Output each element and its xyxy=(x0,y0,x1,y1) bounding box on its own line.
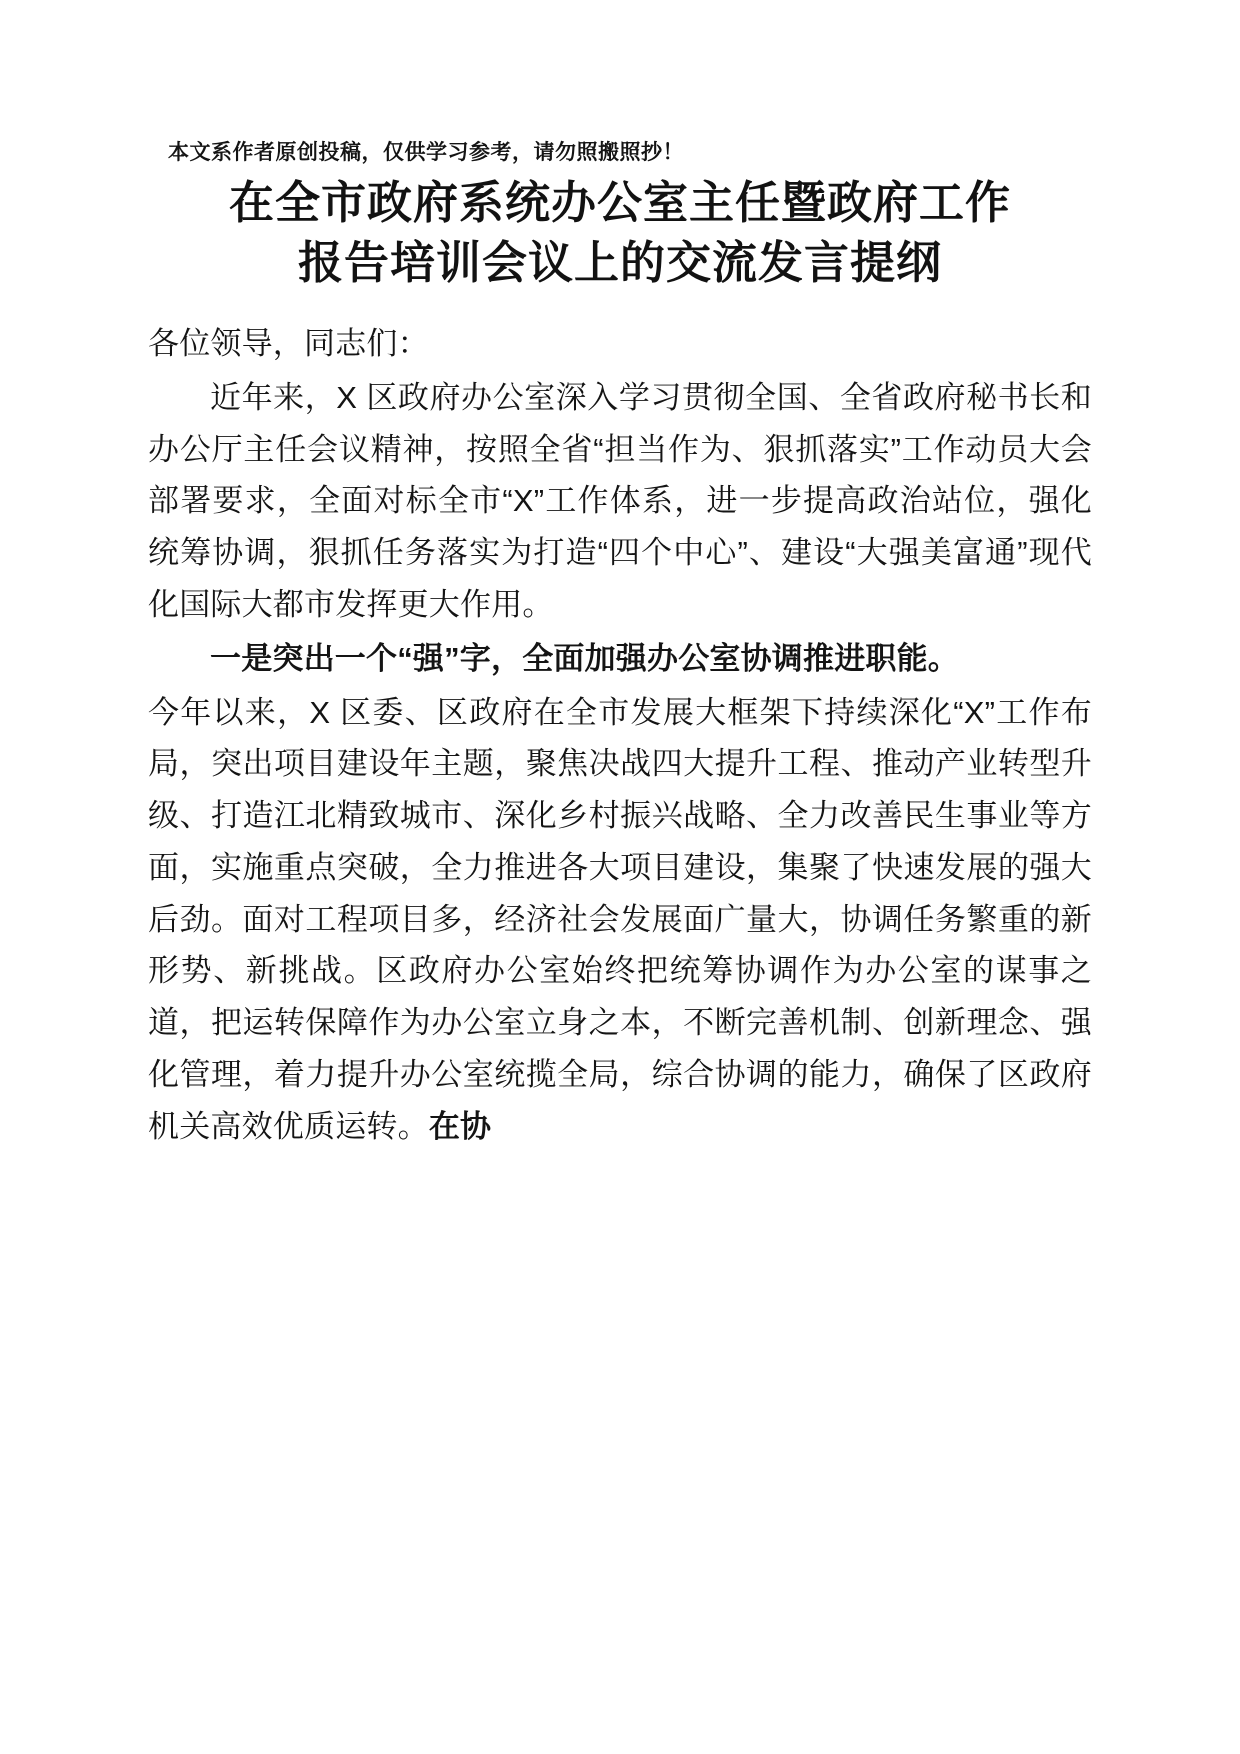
body-paragraph-2-text: 今年以来，X 区委、区政府在全市发展大框架下持续深化“X”工作布局，突出项目建设年主题，聚焦决战四大提升工程、推动产业转型升级、打造江北精致城市、深化乡村振兴战略、全力改善民生事业等方面，实施重点突破，全力推进各大项目建设，集聚了快速发展的强大后劲。面对工程项目多，经济社会发展面广量大，协调任务繁重的新形势、新挑战。区政府办公室始终把统筹协调作为办公室的谋事之道，把运转保障作为办公室立身之本，不断完善机制、创新理念、强化管理，着力提升办公室统揽全局，综合协调的能力，确保了区政府机关高效优质运转。 xyxy=(148,694,1092,1144)
body-paragraph-1: 近年来，X 区政府办公室深入学习贯彻全国、全省政府秘书长和办公厅主任会议精神，按照全省“担当作为、狠抓落实”工作动员大会部署要求，全面对标全市“X”工作体系，进一步提高政治站位，强化统筹协调，狠抓任务落实为打造“四个中心”、建设“大强美富通”现代化国际大都市发挥更大作用。 xyxy=(148,379,1092,622)
copyright-notice: 本文系作者原创投稿，仅供学习参考，请勿照搬照抄！ xyxy=(168,141,684,164)
salutation: 各位领导，同志们： xyxy=(148,326,429,362)
body-paragraph-2 xyxy=(148,687,1092,1153)
page-title-line-2: 报告培训会议上的交流发言提纲 xyxy=(297,236,942,288)
body-paragraph-2-bold-tail: 在协 xyxy=(428,1108,492,1144)
page-title xyxy=(148,173,1092,292)
page-title-line-1: 在全市政府系统办公室主任暨政府工作 xyxy=(228,177,1011,229)
section-heading-1: 一是突出一个“强”字，全面加强办公室协调推进职能。 xyxy=(210,640,959,676)
